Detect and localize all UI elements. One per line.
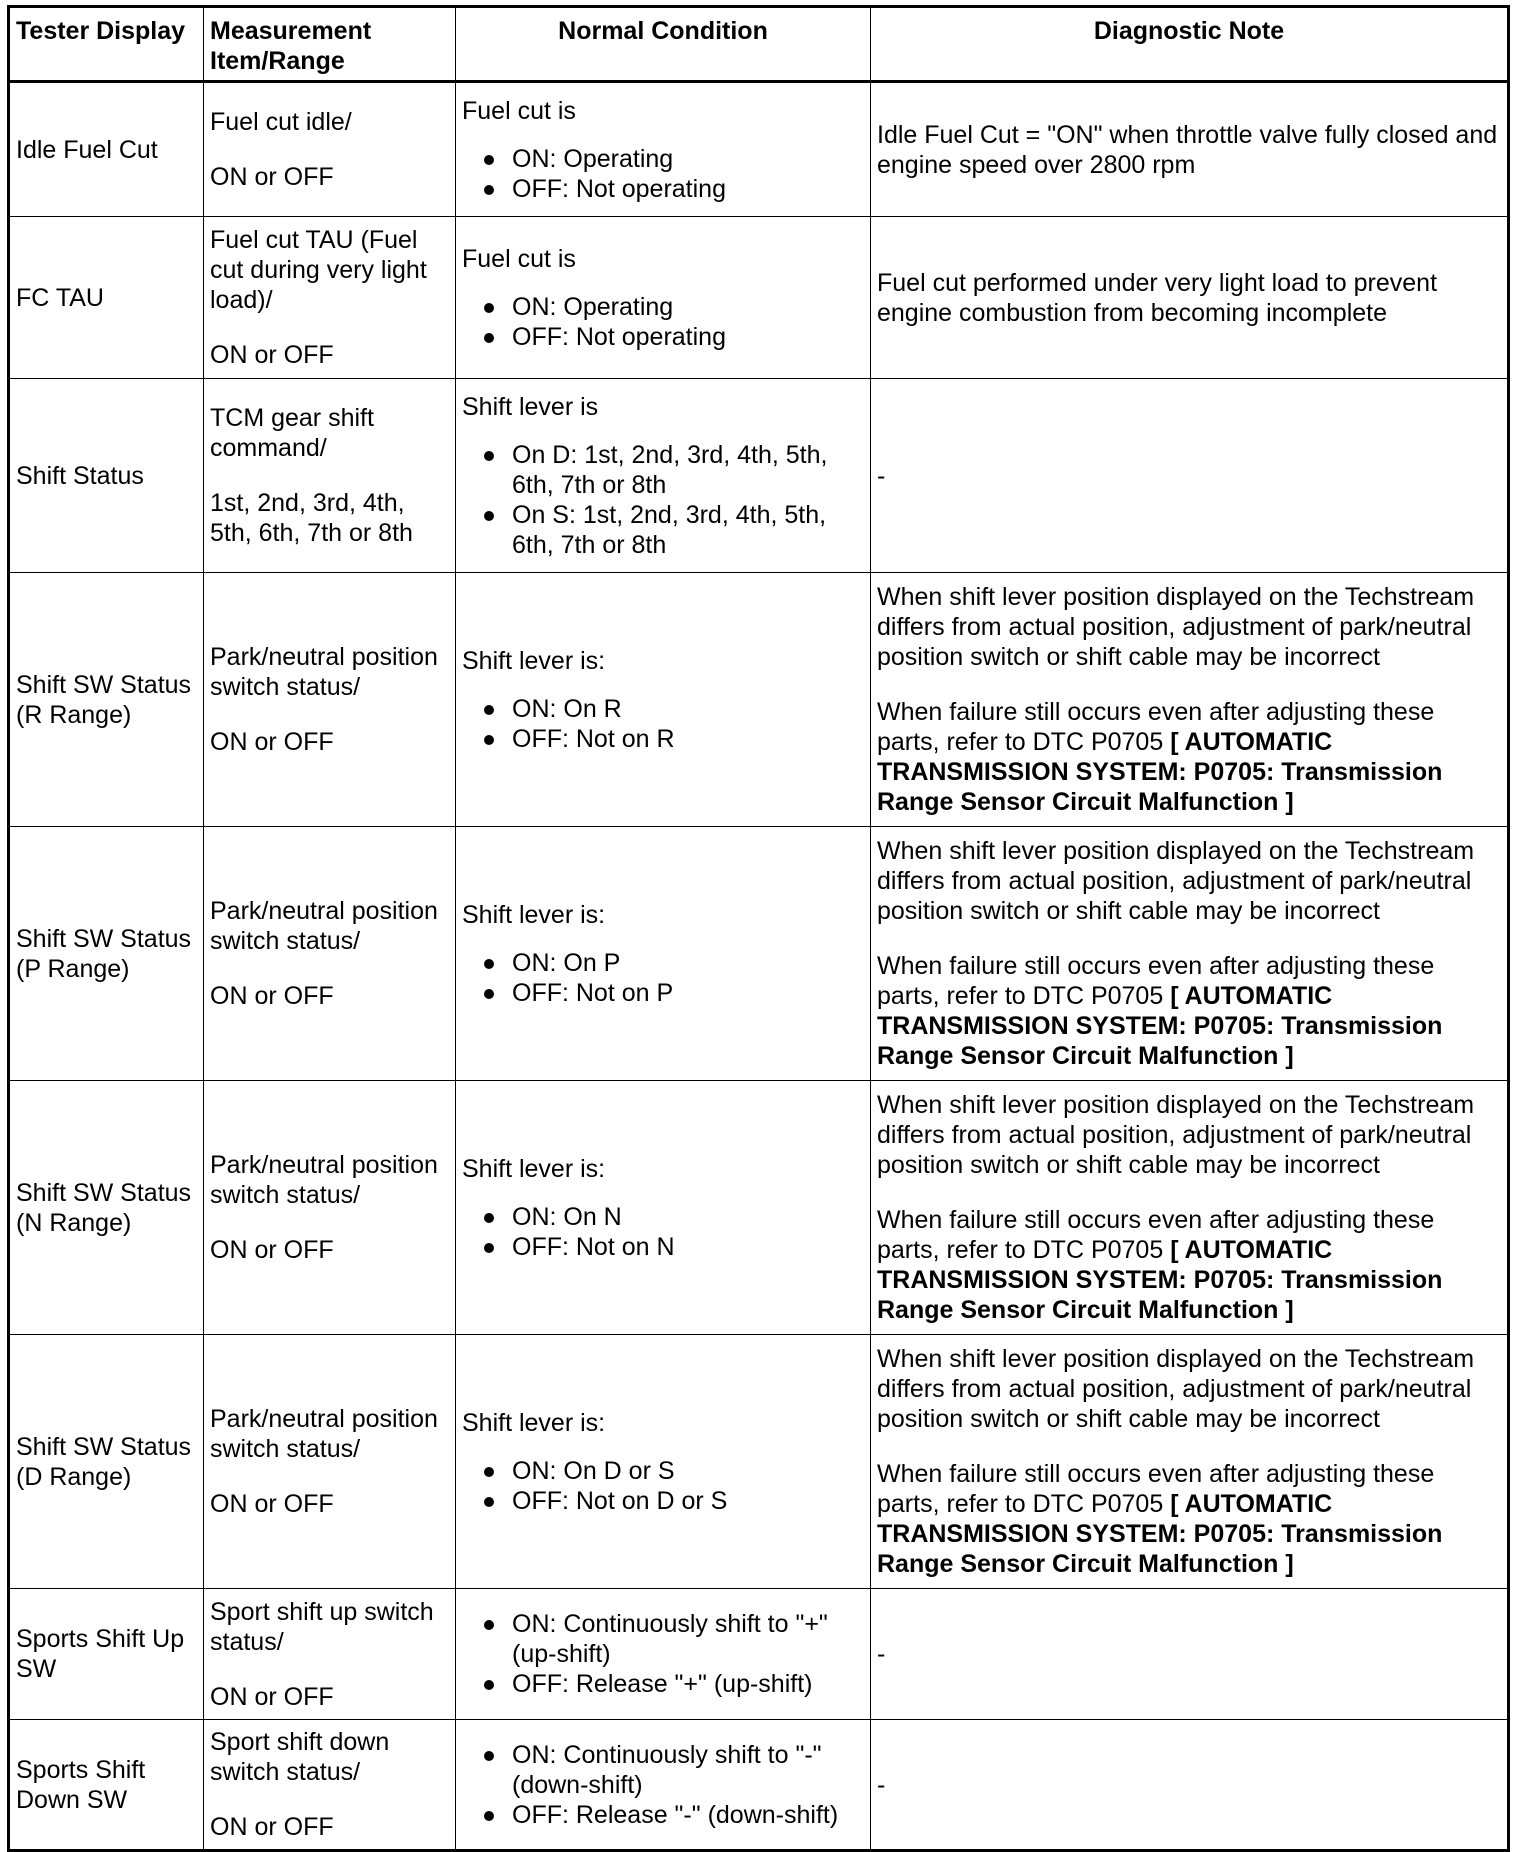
cell-diagnostic-note: [871, 1081, 1509, 1335]
table-row: [9, 827, 1509, 1081]
cell-diagnostic-note: [871, 82, 1509, 217]
measurement-line: TCM gear shift command/: [210, 404, 374, 462]
condition-bullet: On D: 1st, 2nd, 3rd, 4th, 5th, 6th, 7th or 8th: [462, 440, 864, 500]
note-paragraph: [877, 1639, 1501, 1669]
note-paragraph: [877, 582, 1501, 672]
note-text: When failure still occurs even after adjusting these parts, refer to DTC P0705: [877, 1460, 1435, 1518]
condition-lead: Fuel cut is: [462, 96, 576, 125]
cell-diagnostic-note: [871, 1335, 1509, 1589]
table-row: [9, 82, 1509, 217]
cell-normal-condition: [456, 379, 871, 573]
cell-tester-display: [9, 379, 204, 573]
condition-lead: Shift lever is:: [462, 900, 606, 929]
condition-lead: Shift lever is:: [462, 646, 606, 675]
condition-list: [462, 292, 864, 352]
measurement-line: ON or OFF: [210, 1490, 334, 1518]
condition-lead: Shift lever is:: [462, 1408, 606, 1437]
condition-bullet: ON: Continuously shift to "-" (down-shift): [462, 1740, 864, 1800]
cell-tester-display: [9, 1335, 204, 1589]
tester-display-text: Shift SW Status (N Range): [16, 1178, 192, 1237]
note-paragraph: [877, 1459, 1501, 1579]
cell-diagnostic-note: [871, 1589, 1509, 1720]
cell-normal-condition: [456, 217, 871, 379]
condition-bullet: ON: On P: [462, 948, 864, 978]
cell-diagnostic-note: [871, 573, 1509, 827]
cell-tester-display: [9, 82, 204, 217]
measurement-line: ON or OFF: [210, 1813, 334, 1841]
condition-bullet: OFF: Release "-" (down-shift): [462, 1800, 864, 1830]
cell-measurement: [204, 217, 456, 379]
cell-tester-display: [9, 1589, 204, 1720]
note-text: When shift lever position displayed on the Techstream differs from actual position, adjustment of park/neutral position switch or shift cable may be incorrect: [877, 837, 1475, 925]
cell-measurement: [204, 379, 456, 573]
condition-bullet: On S: 1st, 2nd, 3rd, 4th, 5th, 6th, 7th or 8th: [462, 500, 864, 560]
table-row: [9, 573, 1509, 827]
measurement-line: ON or OFF: [210, 341, 334, 369]
condition-bullet: ON: Operating: [462, 292, 864, 322]
cell-normal-condition: [456, 573, 871, 827]
measurement-line: ON or OFF: [210, 728, 334, 756]
cell-diagnostic-note: [871, 1720, 1509, 1851]
table-row: [9, 1335, 1509, 1589]
tester-display-text: Shift Status: [16, 461, 144, 490]
tester-display-text: Shift SW Status (D Range): [16, 1432, 192, 1491]
note-paragraph: [877, 1770, 1501, 1800]
cell-measurement: [204, 1081, 456, 1335]
condition-bullet: OFF: Not on R: [462, 724, 864, 754]
condition-bullet: OFF: Not on P: [462, 978, 864, 1008]
cell-measurement: [204, 827, 456, 1081]
header-measurement: Measurement Item/Range: [204, 7, 456, 82]
note-paragraph: [877, 1090, 1501, 1180]
condition-list: [462, 144, 864, 204]
condition-bullet: ON: On R: [462, 694, 864, 724]
note-text: Fuel cut performed under very light load to prevent engine combustion from becoming incomplete: [877, 268, 1438, 327]
tester-display-text: Shift SW Status (P Range): [16, 924, 192, 983]
dtc-reference-link[interactable]: [ AUTOMATIC TRANSMISSION SYSTEM: P0705: Transmission Range Sensor Circuit Malfunction ]: [877, 1236, 1443, 1324]
condition-bullet: OFF: Not operating: [462, 322, 864, 352]
condition-bullet: ON: On N: [462, 1202, 864, 1232]
measurement-line: Sport shift down switch status/: [210, 1728, 390, 1786]
condition-bullet: OFF: Not on D or S: [462, 1486, 864, 1516]
cell-tester-display: [9, 217, 204, 379]
header-tester-display: Tester Display: [9, 7, 204, 82]
table-row: [9, 1081, 1509, 1335]
tester-display-text: Idle Fuel Cut: [16, 135, 158, 164]
condition-list: [462, 948, 864, 1008]
table-row: [9, 217, 1509, 379]
cell-normal-condition: [456, 1589, 871, 1720]
note-text: -: [877, 461, 886, 490]
header-normal-condition: Normal Condition: [456, 7, 871, 82]
cell-tester-display: [9, 573, 204, 827]
note-paragraph: [877, 1344, 1501, 1434]
note-text: -: [877, 1770, 886, 1799]
cell-normal-condition: [456, 1720, 871, 1851]
note-text: When shift lever position displayed on the Techstream differs from actual position, adjustment of park/neutral position switch or shift cable may be incorrect: [877, 1091, 1475, 1179]
condition-list: [462, 1740, 864, 1830]
condition-bullet: ON: Operating: [462, 144, 864, 174]
condition-lead: Fuel cut is: [462, 244, 576, 273]
cell-measurement: [204, 1720, 456, 1851]
note-paragraph: [877, 697, 1501, 817]
measurement-line: Park/neutral position switch status/: [210, 897, 438, 955]
cell-measurement: [204, 1589, 456, 1720]
note-paragraph: [877, 836, 1501, 926]
cell-diagnostic-note: [871, 827, 1509, 1081]
note-text: When failure still occurs even after adjusting these parts, refer to DTC P0705: [877, 698, 1435, 756]
note-text: When failure still occurs even after adjusting these parts, refer to DTC P0705: [877, 1206, 1435, 1264]
dtc-reference-link[interactable]: [ AUTOMATIC TRANSMISSION SYSTEM: P0705: Transmission Range Sensor Circuit Malfunction ]: [877, 982, 1443, 1070]
note-paragraph: [877, 268, 1501, 328]
note-paragraph: [877, 1205, 1501, 1325]
measurement-line: ON or OFF: [210, 982, 334, 1010]
condition-bullet: OFF: Release "+" (up-shift): [462, 1669, 864, 1699]
table-row: [9, 379, 1509, 573]
condition-list: [462, 1456, 864, 1516]
measurement-line: 1st, 2nd, 3rd, 4th, 5th, 6th, 7th or 8th: [210, 489, 413, 547]
measurement-line: Park/neutral position switch status/: [210, 1151, 438, 1209]
condition-lead: Shift lever is:: [462, 1154, 606, 1183]
table-header-row: [9, 7, 1509, 82]
table-body: [9, 82, 1509, 1851]
table-row: [9, 1720, 1509, 1851]
cell-normal-condition: [456, 1335, 871, 1589]
condition-list: [462, 440, 864, 560]
condition-list: [462, 1202, 864, 1262]
note-text: When shift lever position displayed on the Techstream differs from actual position, adjustment of park/neutral position switch or shift cable may be incorrect: [877, 583, 1475, 671]
cell-tester-display: [9, 1720, 204, 1851]
measurement-line: ON or OFF: [210, 1236, 334, 1264]
header-diagnostic-note: Diagnostic Note: [871, 7, 1509, 82]
cell-tester-display: [9, 827, 204, 1081]
condition-list: [462, 694, 864, 754]
cell-normal-condition: [456, 827, 871, 1081]
condition-bullet: OFF: Not on N: [462, 1232, 864, 1262]
dtc-reference-link[interactable]: [ AUTOMATIC TRANSMISSION SYSTEM: P0705: Transmission Range Sensor Circuit Malfunction ]: [877, 728, 1443, 816]
condition-lead: Shift lever is: [462, 392, 599, 421]
dtc-reference-link[interactable]: [ AUTOMATIC TRANSMISSION SYSTEM: P0705: Transmission Range Sensor Circuit Malfunction ]: [877, 1490, 1443, 1578]
table-row: [9, 1589, 1509, 1720]
tester-display-text: FC TAU: [16, 283, 104, 312]
cell-measurement: [204, 82, 456, 217]
cell-diagnostic-note: [871, 379, 1509, 573]
note-text: When shift lever position displayed on the Techstream differs from actual position, adjustment of park/neutral position switch or shift cable may be incorrect: [877, 1345, 1475, 1433]
cell-normal-condition: [456, 82, 871, 217]
data-list-table: [7, 5, 1510, 1852]
note-paragraph: [877, 461, 1501, 491]
tester-display-text: Sports Shift Up SW: [16, 1625, 185, 1683]
condition-bullet: ON: Continuously shift to "+" (up-shift): [462, 1609, 864, 1669]
cell-diagnostic-note: [871, 217, 1509, 379]
note-paragraph: [877, 120, 1501, 180]
measurement-line: ON or OFF: [210, 1682, 334, 1711]
cell-measurement: [204, 1335, 456, 1589]
tester-display-text: Shift SW Status (R Range): [16, 670, 192, 729]
measurement-line: Fuel cut idle/: [210, 108, 352, 136]
measurement-line: Park/neutral position switch status/: [210, 1405, 438, 1463]
measurement-line: ON or OFF: [210, 163, 334, 191]
note-text: Idle Fuel Cut = "ON" when throttle valve fully closed and engine speed over 2800 rpm: [877, 120, 1498, 179]
note-text: -: [877, 1640, 886, 1668]
note-paragraph: [877, 951, 1501, 1071]
condition-list: [462, 1609, 864, 1699]
cell-tester-display: [9, 1081, 204, 1335]
measurement-line: Fuel cut TAU (Fuel cut during very light load)/: [210, 226, 427, 314]
measurement-line: Sport shift up switch status/: [210, 1597, 434, 1656]
tester-display-text: Sports Shift Down SW: [16, 1755, 146, 1814]
condition-bullet: ON: On D or S: [462, 1456, 864, 1486]
measurement-line: Park/neutral position switch status/: [210, 643, 438, 701]
condition-bullet: OFF: Not operating: [462, 174, 864, 204]
note-text: When failure still occurs even after adjusting these parts, refer to DTC P0705: [877, 952, 1435, 1010]
cell-measurement: [204, 573, 456, 827]
cell-normal-condition: [456, 1081, 871, 1335]
